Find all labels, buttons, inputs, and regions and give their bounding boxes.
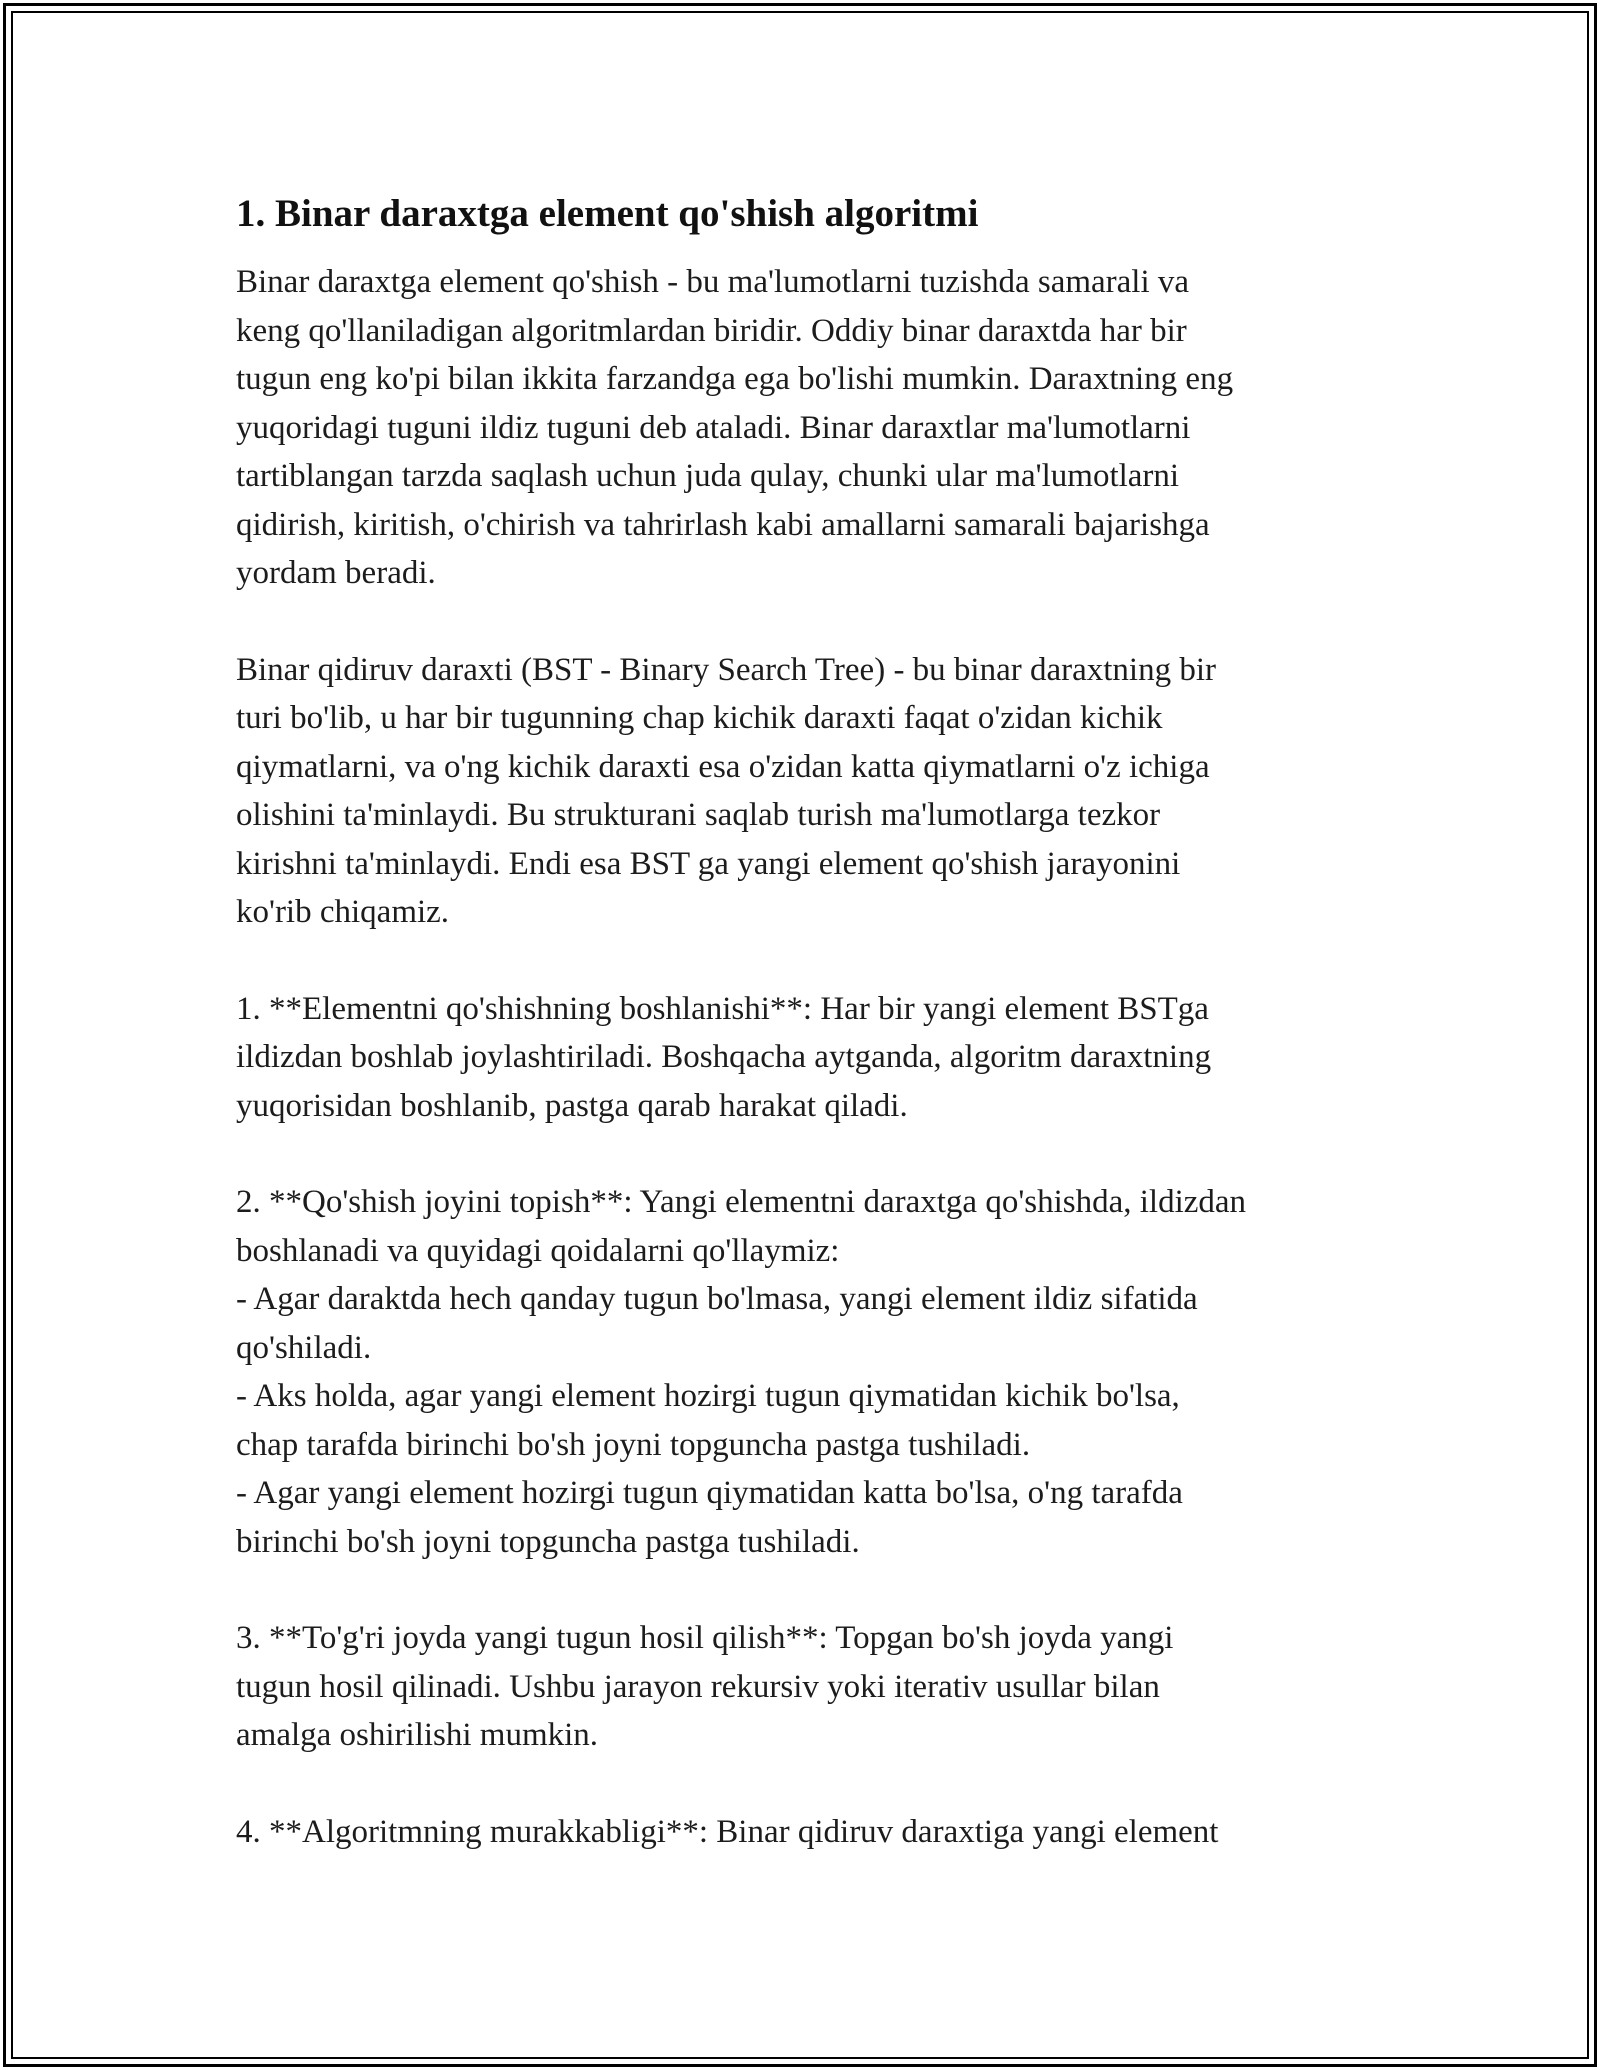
document-body (236, 188, 1386, 1856)
section-heading: 1. Binar daraxtga element qo'shish algoritmi (236, 192, 979, 235)
list-item-step-3: 3. **To'g'ri joyda yangi tugun hosil qilish**: Topgan bo'sh joyda yangi tugun hosil qilinadi. Ushbu jarayon rekursiv yoki iterativ usullar bilan amalga oshirilishi mumkin. (236, 1620, 1174, 1753)
list-item-step-4: 4. **Algoritmning murakkabligi**: Binar qidiruv daraxtiga yangi element (236, 1813, 1219, 1850)
paragraph-bst-definition: Binar qidiruv daraxti (BST - Binary Search Tree) - bu binar daraxtning bir turi bo'lib, u har bir tugunning chap kichik daraxti faqat o'zidan kichik qiymatlarni, va o'ng kichik daraxti esa o'zidan katta qiymatlarni o'z ichiga olishini ta'minlaydi. Bu strukturani saqlab turish ma'lumotlarga tezkor kirishni ta'minlaydi. Endi esa BST ga yangi element qo'shish jarayonini ko'rib chiqamiz. (236, 651, 1217, 930)
list-item-step-2: 2. **Qo'shish joyini topish**: Yangi elementni daraxtga qo'shishda, ildizdan boshlanadi va quyidagi qoidalarni qo'llaymiz: - Agar daraktda hech qanday tugun bo'lmasa, yangi element ildiz sifatida qo'shiladi. - Aks holda, agar yangi element hozirgi tugun qiymatidan kichik bo'lsa, chap tarafda birinchi bo'sh joyni topguncha pastga tushiladi. - Agar yangi element hozirgi tugun qiymatidan katta bo'lsa, o'ng tarafda birinchi bo'sh joyni topguncha pastga tushiladi. (236, 1184, 1247, 1560)
list-item-step-1: 1. **Elementni qo'shishning boshlanishi**: Har bir yangi element BSTga ildizdan boshlab joylashtiriladi. Boshqacha aytganda, algoritm daraxtning yuqorisidan boshlanib, pastga qarab harakat qiladi. (236, 990, 1212, 1124)
paragraph-intro: Binar daraxtga element qo'shish - bu ma'lumotlarni tuzishda samarali va keng qo'llaniladigan algoritmlardan biridir. Oddiy binar daraxtda har bir tugun eng ko'pi bilan ikkita farzandga ega bo'lishi mumkin. Daraxtning eng yuqoridagi tuguni ildiz tuguni deb ataladi. Binar daraxtlar ma'lumotlarni tartiblangan tarzda saqlash uchun juda qulay, chunki ular ma'lumotlarni qidirish, kiritish, o'chirish va tahrirlash kabi amallarni samarali bajarishga yordam beradi. (236, 264, 1234, 591)
